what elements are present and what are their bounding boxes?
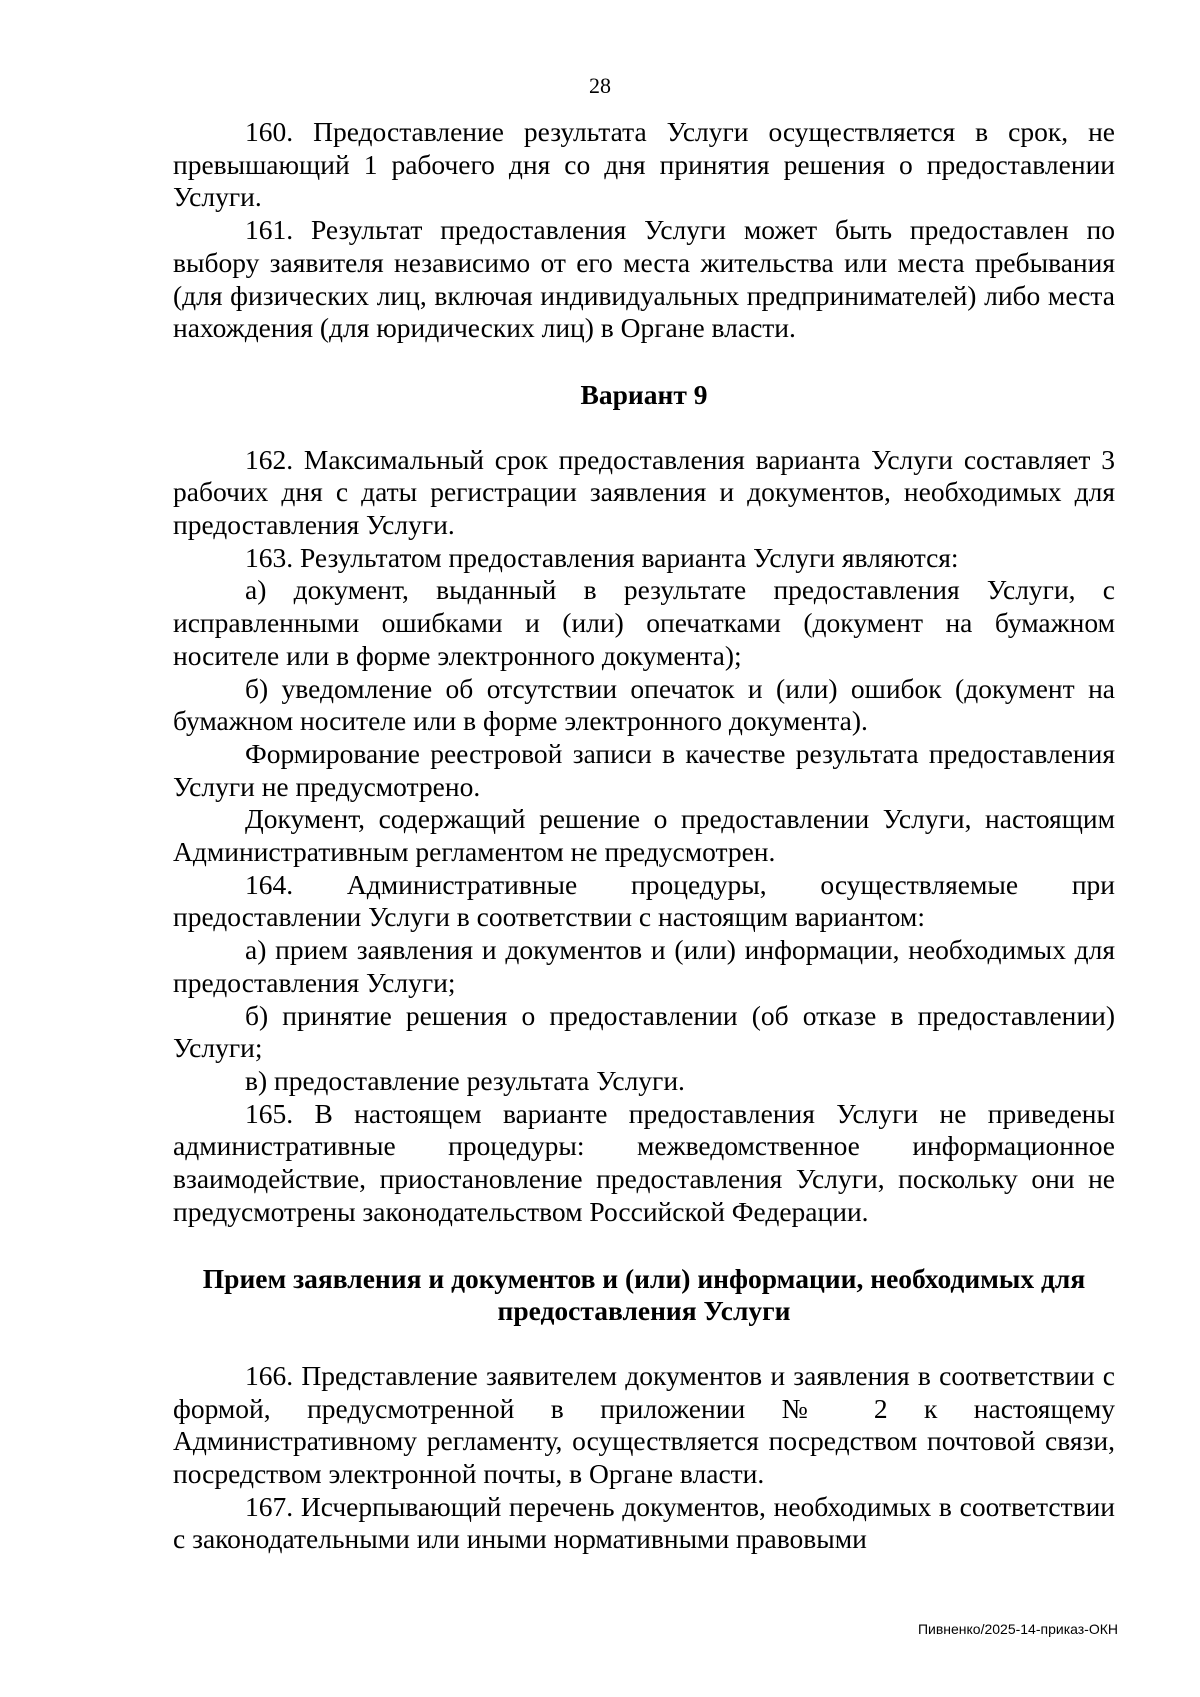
paragraph-162: 162. Максимальный срок предоставления варианта Услуги составляет 3 рабочих дня с даты регистрации заявления и документов, необходимых для предоставления Услуги. [173, 443, 1115, 541]
paragraph-164-c: в) предоставление результата Услуги. [245, 1064, 685, 1096]
paragraph-164: 164. Административные процедуры, осуществляемые при предоставлении Услуги в соответствии с настоящим вариантом: [173, 868, 1115, 933]
paragraph-163: 163. Результатом предоставления варианта Услуги являются: [245, 541, 959, 573]
section-heading-reception [173, 1263, 1115, 1328]
paragraph-164-b: б) принятие решения о предоставлении (об отказе в предоставлении) Услуги; [173, 999, 1115, 1064]
paragraph-164-a: а) прием заявления и документов и (или) информации, необходимых для предоставления Услуги; [173, 934, 1115, 998]
page-number: 28 [589, 73, 611, 98]
paragraph-167: 167. Исчерпывающий перечень документов, необходимых в соответствии с законодательными или иными нормативными правовыми [173, 1490, 1115, 1555]
paragraph-160: 160. Предоставление результата Услуги осуществляется в срок, не превышающий 1 рабочего дня со дня принятия решения о предоставлении Услуги. [173, 116, 1115, 213]
section-heading-variant-9: Вариант 9 [580, 378, 708, 410]
paragraph-166: 166. Представление заявителем документов и заявления в соответствии с формой, предусмотренной в приложении № 2 к настоящему Административному регламенту, осуществляется посредством почтовой связи, посредством электронной почты, в Органе власти. [173, 1359, 1115, 1490]
section-heading-reception-line-1: Прием заявления и документов и (или) информации, необходимых для [202, 1262, 1086, 1294]
document-footer-reference: Пивненко/2025-14-приказ-ОКН [917, 1621, 1118, 1637]
document-body [173, 116, 1115, 1556]
paragraph-165: 165. В настоящем варианте предоставления Услуги не приведены административные процедуры: межведомственное информационное взаимодействие, приостановление предоставления Услуги, поскольку они не предусмотрены законодательством Российской Федерации. [173, 1097, 1115, 1227]
section-heading-reception-line-2: предоставления Услуги [497, 1295, 791, 1327]
paragraph-163-b: б) уведомление об отсутствии опечаток и (или) ошибок (документ на бумажном носителе или в форме электронного документа). [173, 672, 1115, 737]
paragraph-decision-document: Документ, содержащий решение о предоставлении Услуги, настоящим Административным регламентом не предусмотрен. [173, 803, 1115, 868]
paragraph-161: 161. Результат предоставления Услуги может быть предоставлен по выбору заявителя независимо от его места жительства или места пребывания (для физических лиц, включая индивидуальных предпринимателей) либо места нахождения (для юридических лиц) в Органе власти. [173, 214, 1115, 344]
paragraph-163-a: а) документ, выданный в результате предоставления Услуги, с исправленными ошибками и (или) опечатками (документ на бумажном носителе или в форме электронного документа); [173, 574, 1115, 671]
paragraph-registry-record: Формирование реестровой записи в качестве результата предоставления Услуги не предусмотрено. [173, 737, 1115, 802]
